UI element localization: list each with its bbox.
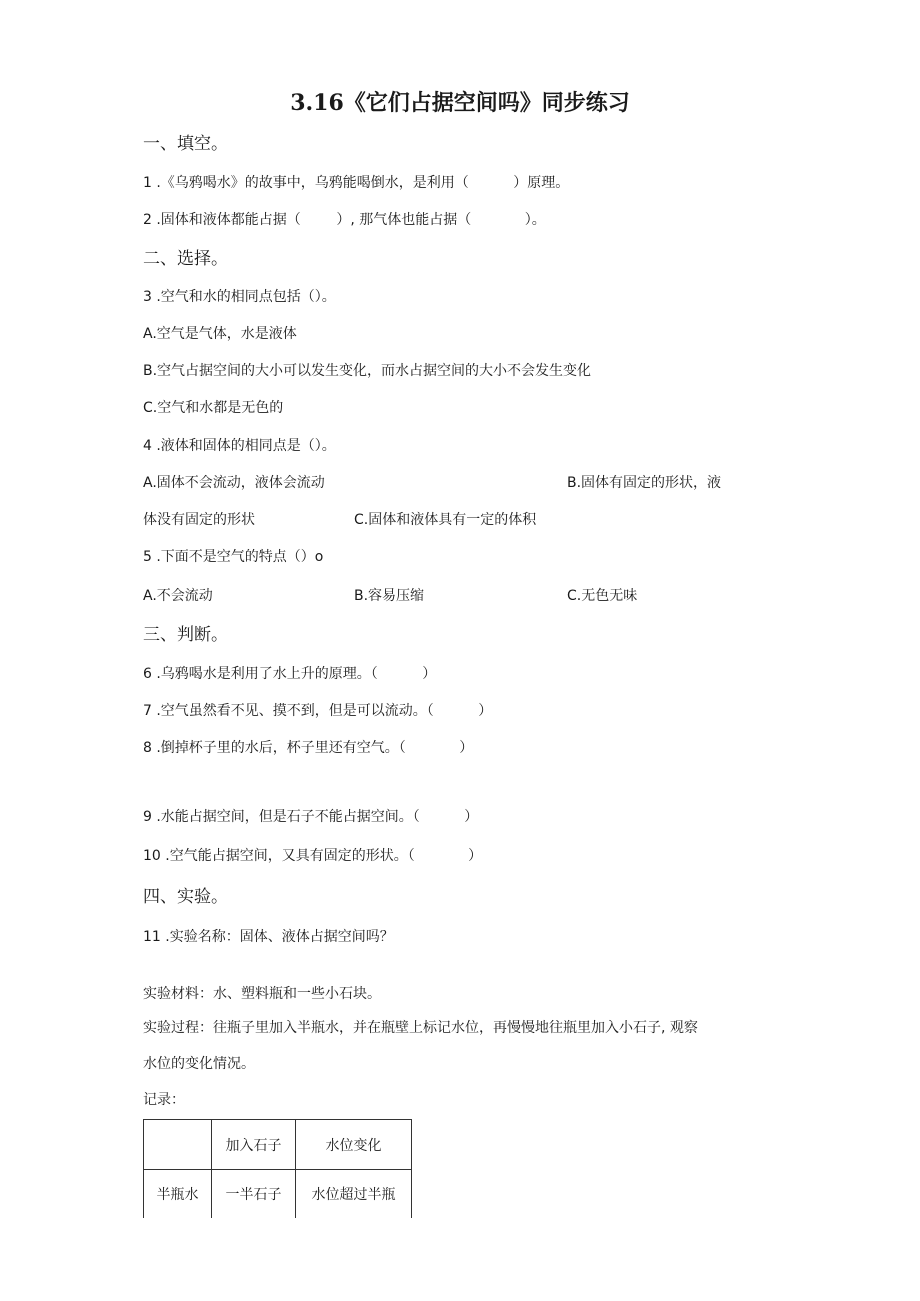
record-label: 记录： bbox=[143, 1092, 185, 1108]
question-5-option-b: B.容易压缩 bbox=[354, 588, 425, 604]
question-5-option-a: A.不会流动 bbox=[143, 588, 213, 604]
table-header-add-stones: 加入石子 bbox=[212, 1120, 296, 1170]
question-8: 8 .倒掉杯子里的水后，杯子里还有空气。（ ） bbox=[143, 740, 474, 756]
section-heading-judge: 三、判断。 bbox=[143, 625, 228, 645]
question-9: 9 .水能占据空间，但是石子不能占据空间。（ ） bbox=[143, 809, 479, 825]
section-heading-experiment: 四、实验。 bbox=[143, 887, 228, 907]
question-10: 10 .空气能占据空间，又具有固定的形状。（ ） bbox=[143, 848, 483, 864]
question-5-option-c: C.无色无味 bbox=[567, 588, 638, 604]
question-4-option-a: A.固体不会流动，液体会流动 bbox=[143, 475, 325, 491]
table-cell-empty bbox=[144, 1120, 212, 1170]
table-cell-level-result: 水位超过半瓶 bbox=[296, 1170, 412, 1219]
table-cell-half-stones: 一半石子 bbox=[212, 1170, 296, 1219]
record-table bbox=[143, 1119, 412, 1218]
question-4-option-b-line2: 体没有固定的形状 bbox=[143, 512, 255, 528]
question-3-option-a: A.空气是气体，水是液体 bbox=[143, 326, 297, 342]
table-row bbox=[144, 1170, 412, 1219]
table-header-row bbox=[144, 1120, 412, 1170]
question-4: 4 .液体和固体的相同点是（）。 bbox=[143, 438, 336, 454]
experiment-process-line2: 水位的变化情况。 bbox=[143, 1056, 255, 1072]
page-title: 3.16《它们占据空间吗》同步练习 bbox=[290, 90, 630, 116]
question-3: 3 .空气和水的相同点包括（）。 bbox=[143, 289, 336, 305]
question-3-option-b: B.空气占据空间的大小可以发生变化，而水占据空间的大小不会发生变化 bbox=[143, 363, 592, 379]
experiment-materials: 实验材料：水、塑料瓶和一些小石块。 bbox=[143, 986, 381, 1002]
question-11: 11 .实验名称：固体、液体占据空间吗？ bbox=[143, 929, 394, 945]
question-2: 2 .固体和液体都能占据（ ）, 那气体也能占据（ ）。 bbox=[143, 212, 546, 228]
question-7: 7 .空气虽然看不见、摸不到，但是可以流动。（ ） bbox=[143, 703, 493, 719]
section-heading-fill-blank: 一、填空。 bbox=[143, 134, 228, 154]
table-cell-half-bottle: 半瓶水 bbox=[144, 1170, 212, 1219]
question-5: 5 .下面不是空气的特点（）o bbox=[143, 549, 324, 565]
question-1: 1 .《乌鸦喝水》的故事中，乌鸦能喝倒水，是利用（ ）原理。 bbox=[143, 175, 570, 191]
question-4-option-c: C.固体和液体具有一定的体积 bbox=[354, 512, 537, 528]
experiment-process-line1: 实验过程：往瓶子里加入半瓶水，并在瓶壁上标记水位，再慢慢地往瓶里加入小石子, 观察 bbox=[143, 1020, 698, 1036]
section-heading-choice: 二、选择。 bbox=[143, 249, 228, 269]
question-3-option-c: C.空气和水都是无色的 bbox=[143, 400, 284, 416]
question-4-option-b-line1: B.固体有固定的形状，液 bbox=[567, 475, 722, 491]
table-header-water-change: 水位变化 bbox=[296, 1120, 412, 1170]
question-6: 6 .乌鸦喝水是利用了水上升的原理。（ ） bbox=[143, 666, 437, 682]
